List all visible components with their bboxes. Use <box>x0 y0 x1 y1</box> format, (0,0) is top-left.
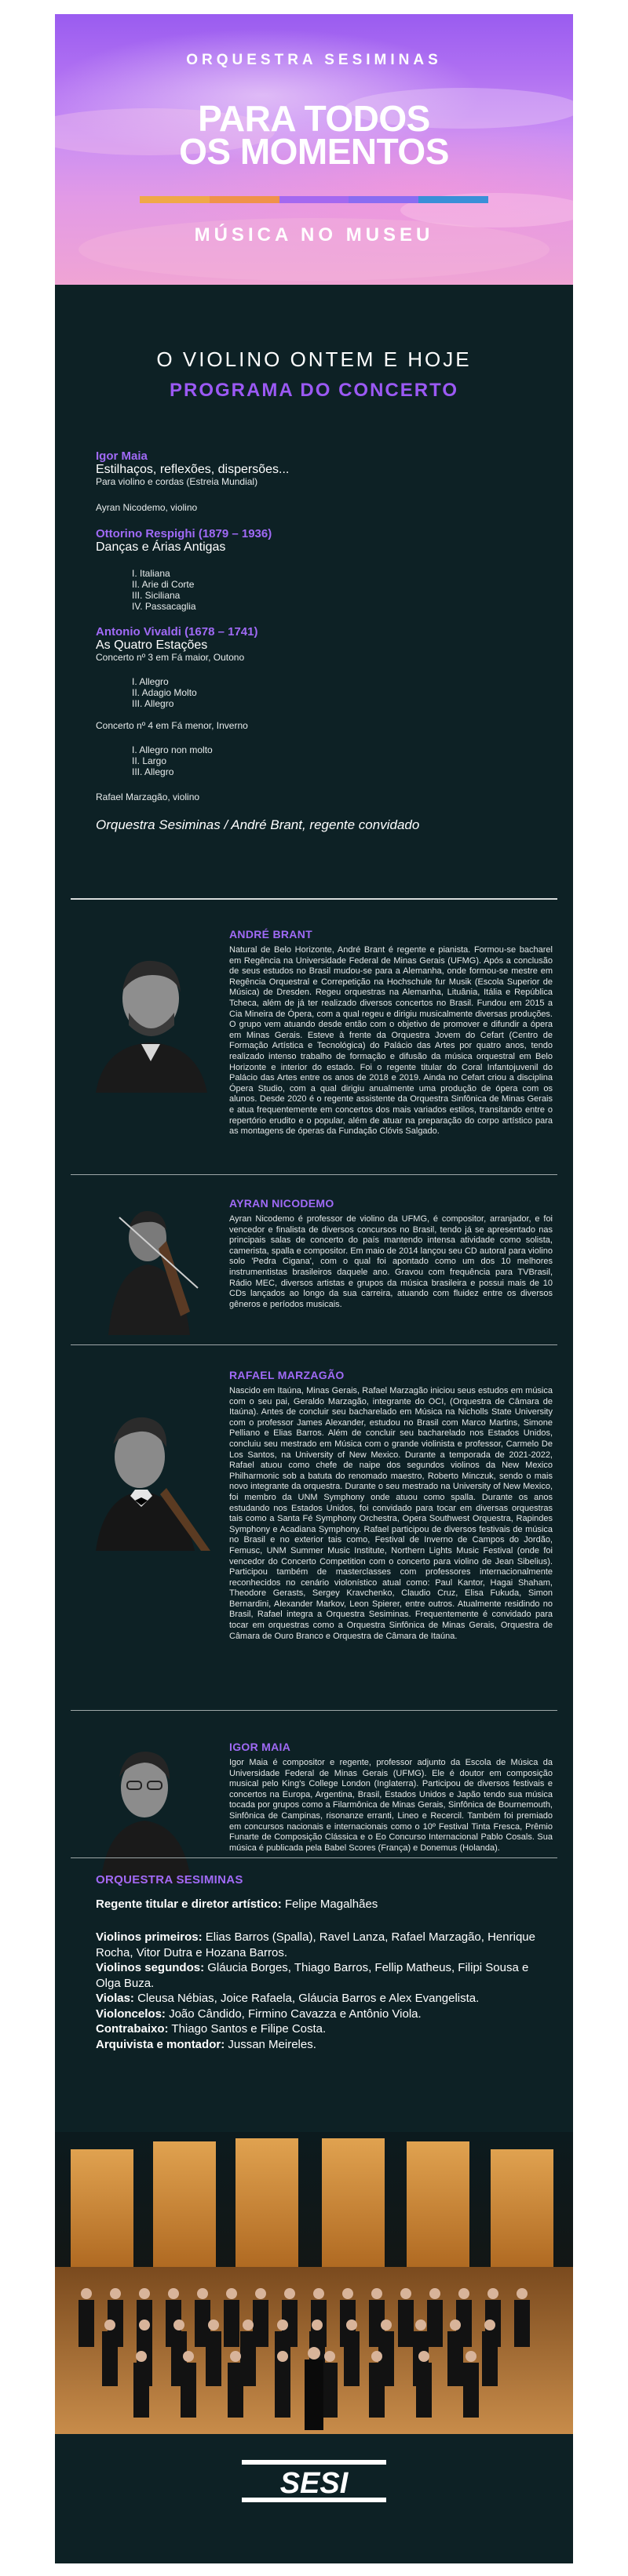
role-item <box>96 2021 543 2037</box>
work-title: Estilhaços, reflexões, dispersões... <box>96 463 290 476</box>
portrait-andre-brant <box>72 944 221 1093</box>
section-divider <box>71 1344 557 1345</box>
movement: II. Largo <box>132 755 167 766</box>
stripe-segment <box>140 196 210 203</box>
work-note: Concerto nº 3 em Fá maior, Outono <box>96 652 245 663</box>
role-label: Arquivista e montador: <box>96 2037 225 2051</box>
section-divider <box>71 1174 557 1175</box>
movement: III. Allegro <box>132 698 174 709</box>
program-header <box>55 347 573 402</box>
role-label: Violoncelos: <box>96 2007 166 2021</box>
color-stripe <box>140 196 488 203</box>
work-title: As Quatro Estações <box>96 639 208 652</box>
piece-1 <box>96 450 535 514</box>
role-label: Violinos segundos: <box>96 1961 205 1974</box>
program-card <box>55 14 573 2563</box>
role-label: Contrabaixo: <box>96 2022 169 2036</box>
movement: II. Adagio Molto <box>132 687 197 698</box>
movement: I. Allegro non molto <box>132 744 213 755</box>
role-item <box>96 1991 543 2007</box>
role-names: Jussan Meireles. <box>225 2037 316 2051</box>
movement: I. Italiana <box>132 568 170 579</box>
composer: Antonio Vivaldi (1678 – 1741) <box>96 625 258 639</box>
performer: Rafael Marzagão, violino <box>96 791 200 802</box>
sesi-logo <box>236 2454 392 2509</box>
portrait-rafael-marzagao <box>72 1402 221 1551</box>
stripe-segment <box>210 196 279 203</box>
role-item <box>96 1960 543 1991</box>
piece-2 <box>96 528 535 612</box>
composer: Igor Maia <box>96 449 148 463</box>
program-list <box>96 450 535 831</box>
roles-list <box>96 1930 543 2052</box>
portrait-ayran-nicodemo <box>72 1194 221 1335</box>
stripe-segment <box>349 196 418 203</box>
piece-3 <box>96 626 535 803</box>
bio-text: Igor Maia é compositor e regente, professor adjunto da Escola de Música da Universidade Federal de Minas Gerais (UFMG). Ele é doutor em composição musical pelo King's College London (Inglaterra). Participou de diversos festivais e concertos na Europa, Argentina, Brasil, Estados Unidos e Japão tendo sua música tocada por grupos como a Filarmônica de Minas Gerais, Sinfônica de Bournemouth, Sinfônica de Campinas, risonanze erranti, Lineo e Recercil. Também foi premiado em concursos nacionais e internacionais como o 10º Festival Tinta Fresca, Prêmio Funarte de Composição Clássica e o Eo Concurso Internacional Pablo Cosals. Sua música é publicada pela Babel Scores (França) e Donemus (Holanda). <box>229 1758 553 1853</box>
work-note: Concerto nº 4 em Fá menor, Inverno <box>96 720 248 731</box>
director-label: Regente titular e diretor artístico: <box>96 1897 282 1911</box>
bio-text: Nascido em Itaúna, Minas Gerais, Rafael Marzagão iniciou seus estudos em música com o seu pai, Geraldo Marzagão, integrante do OCI, (Orquestra de Câmara de Itaúna). Antes de concluir seu bacharelado em Música na Nicholls State University com o professor James Alexander, estudou no Brasil com Marco Martins, Simone Pelliano e Elias Barros. Além de concluir seu bacharelado nos Estados Unidos, concluiu seu mestrado em Música com o grande violinista e professor, Carmelo De Los Santos, na University of New Mexico. Durante a temporada de 2021-2022, Rafael atuou como chefe de naipe dos segundos violinos da New Mexico Philharmonic sob a batuta do renomado maestro, Roberto Minczuk, sendo o mais novo integrante da orquestra. Durante o seu mestrado na University of New Mexico, foi membro da UNM Symphony onde atuou como spalla. Durante os anos estudando nos Estados Unidos, foi convidado para tocar em diversas orquestras tais como a Santa Fé Symphony Orchestra, Opera Southwest Orquestra, Rapindes Symphony e Acadiana Symphony. Rafael participou de diversos festivais de música no Brasil e no exterior tais como, Festival de Inverno de Campos do Jordão, Femusc, UNM Summer Music Institute, Northern Lights Music Festival (onde foi vencedor do Concerto Competition com o concerto para violino de Jean Sibelius). Participou também de masterclasses com professores internacionalmente reconhecidos no cenário violonístico atual como: Paul Kantor, Hagai Shaham, Theodore Gerasts, Sergey Kravchenko, Claudio Cruz, Elisa Fukuda, Simon Bernardini, Alexander Markov, Leon Spierer, entre outros. Atualmente residindo no Brasil, Rafael integra a Orquestra Sesiminas. Frequentemente é convidado para tocar em orquestras como a Orquestra Sinfônica de Minas Gerais, Orquestra de Câmara de Ouro Branco e Orquestra de Câmara de Itaúna. <box>229 1386 553 1641</box>
bio-text: Ayran Nicodemo é professor de violino da UFMG, é compositor, arranjador, e foi vencedor e finalista de diversos concursos no Brasil, tendo já se apresentado nas principais salas de concerto do país mantendo intensa atividade como solista, camerista, spalla e compositor. Em maio de 2014 lançou seu CD autoral para violino solo 'Pedra Cigana', com o qual foi apontado como um dos 10 melhores instrumentistas brasileiros daquele ano. Gravou com frequência para TVBrasil, Rádio MEC, diversos artistas e grupos da música brasileira e possui mais de 10 CDs lançados ao longo da sua carreira, atuando com fluidez entre os diversos gêneros e períodos musicais. <box>229 1214 553 1309</box>
role-item <box>96 2007 543 2022</box>
tab-notch-left <box>46 0 64 9</box>
role-names: Cleusa Nébias, Joice Rafaela, Gláucia Barros e Alex Evangelista. <box>133 1992 480 2005</box>
composer: Ottorino Respighi (1879 – 1936) <box>96 527 272 540</box>
role-names: Gláucia Borges, Thiago Barros, Fellip Matheus, Filipi Sousa e Olga Buza. <box>96 1961 529 1990</box>
program-heading: O VIOLINO ONTEM E HOJE <box>156 347 472 371</box>
orchestra-name: ORQUESTRA SESIMINAS <box>186 52 442 68</box>
movement: II. Arie di Corte <box>132 579 195 590</box>
header-banner <box>55 14 573 285</box>
logo-text: SESI <box>279 2467 349 2500</box>
role-item <box>96 1930 543 1960</box>
orchestra-photo <box>55 2132 573 2434</box>
role-names: João Cândido, Firmino Cavazza e Antônio Viola. <box>165 2007 422 2021</box>
movement: I. Allegro <box>132 676 169 687</box>
stripe-segment <box>418 196 488 203</box>
director-name: Felipe Magalhães <box>281 1897 378 1911</box>
portrait-igor-maia <box>72 1737 221 1883</box>
work-note: Para violino e cordas (Estreia Mundial) <box>96 476 258 487</box>
banner-subtitle: MÚSICA NO MUSEU <box>194 224 434 246</box>
banner-title-line1: PARA TODOS <box>198 98 430 139</box>
role-item <box>96 2037 543 2053</box>
bio-name: RAFAEL MARZAGÃO <box>229 1369 345 1381</box>
movement: III. Siciliana <box>132 590 181 601</box>
role-label: Violinos primeiros: <box>96 1930 203 1944</box>
program-closing: Orquestra Sesiminas / André Brant, regente convidado <box>96 817 420 832</box>
bio-name: AYRAN NICODEMO <box>229 1197 334 1210</box>
banner-title <box>55 98 573 172</box>
director-line <box>96 1897 543 1911</box>
section-divider <box>71 898 557 900</box>
program-subheading: PROGRAMA DO CONCERTO <box>169 380 458 401</box>
movement: IV. Passacaglia <box>132 601 196 612</box>
stripe-segment <box>279 196 349 203</box>
orchestra-members <box>96 1873 543 2052</box>
tab-notch-right <box>564 0 582 9</box>
role-names: Elias Barros (Spalla), Ravel Lanza, Rafael Marzagão, Henrique Rocha, Vitor Dutra e Hozana Barros. <box>96 1930 535 1959</box>
bio-name: ANDRÉ BRANT <box>229 928 312 941</box>
bio-name: IGOR MAIA <box>229 1741 291 1753</box>
work-title: Danças e Árias Antigas <box>96 540 226 554</box>
orchestra-title: ORQUESTRA SESIMINAS <box>96 1873 243 1887</box>
section-divider <box>71 1857 557 1858</box>
role-names: Thiago Santos e Filipe Costa. <box>168 2022 327 2036</box>
banner-title-line2: OS MOMENTOS <box>179 131 449 172</box>
bio-text: Natural de Belo Horizonte, André Brant é regente e pianista. Formou-se bacharel em Regência na Universidade Federal de Minas Gerais (UFMG). Após a conclusão de seus estudos no Brasil mudou-se para a Alemanha, onde formou-se mestre em Regência Orquestral e Correpetição na Hochschule fur Musik (Escola Superior de Música) de Dresden. Regeu orquestras na Alemanha, Lituânia, Itália e República Tcheca, além de já ter realizado diversos concertos no Brasil. Fundou em 2015 a Cia Mineira de Ópera, com a qual regeu e dirigiu musicalmente diversas produções. O grupo vem atuando desde então com o objetivo de promover e difundir a ópera em Minas Gerais. Esteve à frente da Orquestra Jovem do Cefart (Centro de Formação Artística e Tecnológica) do Palácio das Artes por quatro anos, tendo realizado intenso trabalho de formação e difusão da música orquestral em Belo Horizonte e interior do estado. Foi o regente titular do Coral Infantojuvenil do Palácio das Artes entre os anos de 2018 e 2019. Ainda no Cefart criou a disciplina Ópera Studio, com a qual dirigiu anualmente uma produção de ópera com os alunos. Desde 2020 é o regente assistente da Orquestra Sinfônica de Minas Gerais e atua frequentemente em concertos dos mais variados estilos, transitando entre o repertório erudito e o popular, além de atuar na preparação do corpo artístico para as montagens de óperas da Fundação Clóvis Salgado. <box>229 945 553 1137</box>
role-label: Violas: <box>96 1992 134 2005</box>
section-divider <box>71 1710 557 1711</box>
movement: III. Allegro <box>132 766 174 777</box>
performer: Ayran Nicodemo, violino <box>96 502 198 513</box>
